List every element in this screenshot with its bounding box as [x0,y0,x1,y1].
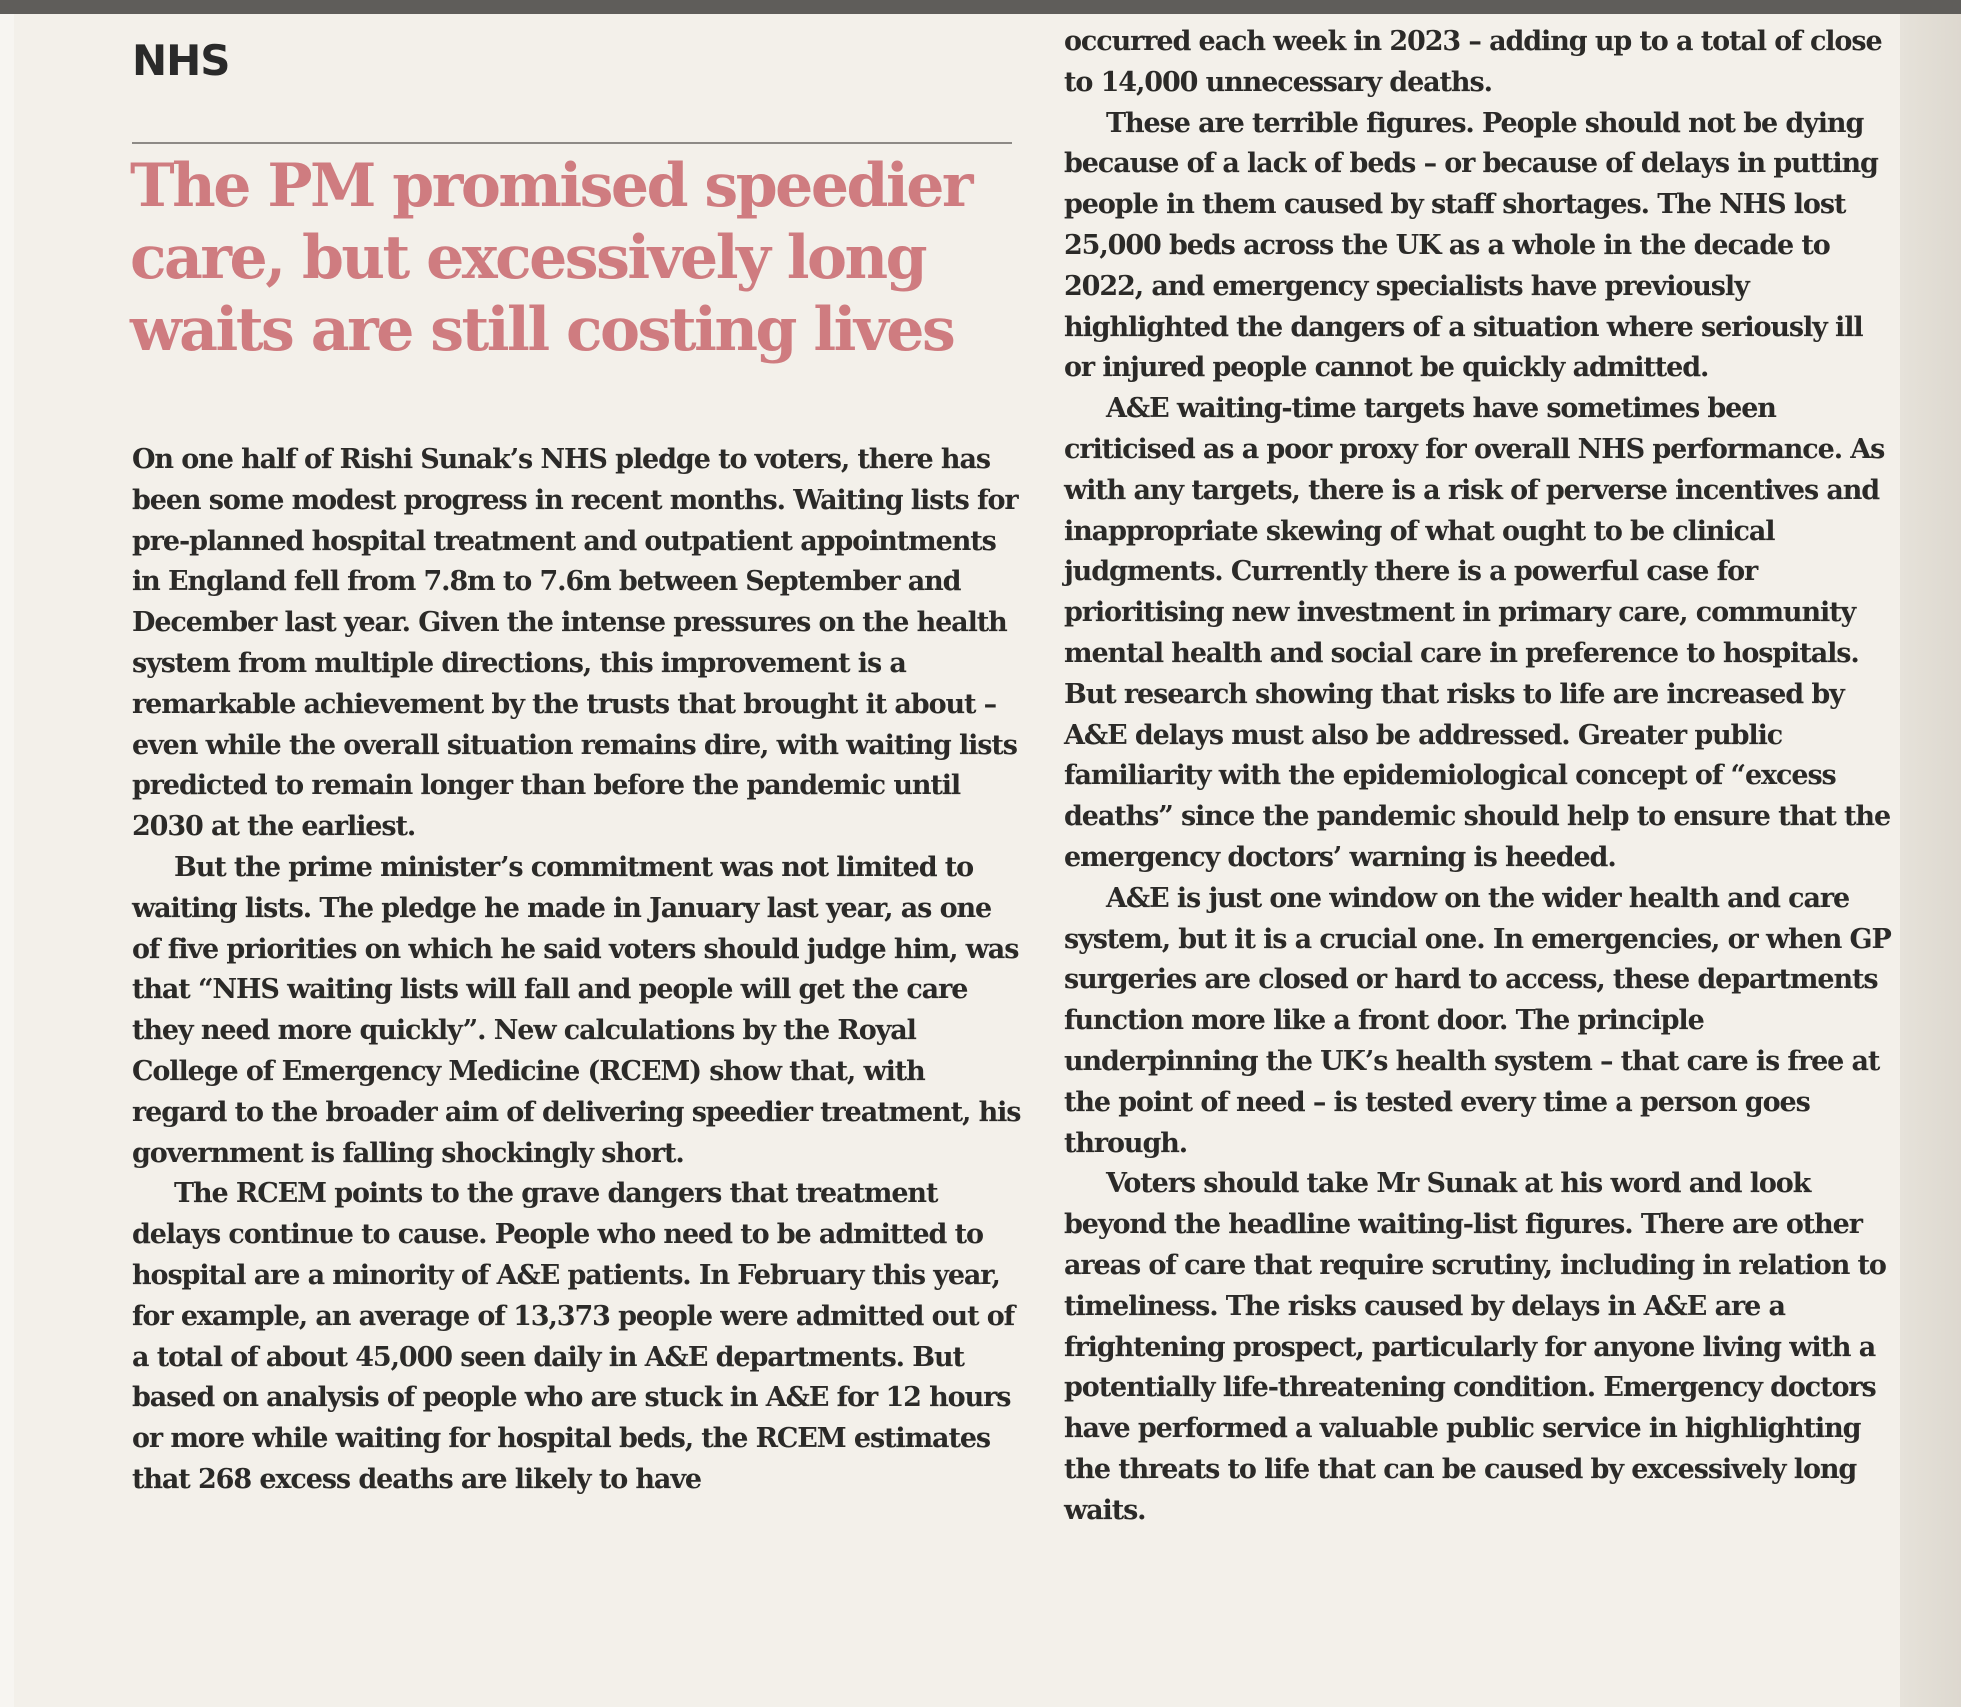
paragraph: The RCEM points to the grave dangers that treatment delays continue to cause. People who need to be admitted to hospital are a minority of A&E patients. In February this year, for example, an average of 13,373 people were admitted out of a total of about 45,000 seen daily in A&E departments. But based on analysis of people who are stuck in A&E for 12 hours or more while waiting for hospital beds, the RCEM estimates that 268 excess deaths are likely to have [132,1178,1015,1495]
paragraph: A&E is just one window on the wider health and care system, but it is a crucial one. In emergencies, or when GP surgeries are closed or hard to access, these departments function more like a front door. The principle underpinning the UK’s health system – that care is free at the point of need – is tested every time a person goes through. [1064,882,1891,1159]
headline: The PM promised speedier care, but excessively long waits are still costing lives [130,151,972,365]
article-column-right [1064,22,1899,1531]
paragraph: Voters should take Mr Sunak at his word and look beyond the headline waiting-list figures. There are other areas of care that require scrutiny, including in relation to timeliness. The risks caused by delays in A&E are a frightening prospect, particularly for anyone living with a potentially life-threatening condition. Emergency doctors have performed a valuable public service in highlighting the threats to life that can be caused by excessively long waits. [1064,1168,1886,1526]
scan-top-border [0,0,1961,14]
paragraph: On one half of Rishi Sunak’s NHS pledge to voters, there has been some modest progress in recent months. Waiting lists for pre-planned hospital treatment and outpatient appointments in England fell from 7.8m to 7.6m between September and December last year. Given the intense pressures on the health system from multiple directions, this improvement is a remarkable achievement by the trusts that brought it about – even while the overall situation remains dire, with waiting lists predicted to remain longer than before the pandemic until 2030 at the earliest. [132,444,1018,843]
paragraph: These are terrible figures. People should not be dying because of a lack of beds – or because of delays in putting people in them caused by staff shortages. The NHS lost 25,000 beds across the UK as a whole in the decade to 2022, and emergency specialists have previously highlighted the dangers of a situation where seriously ill or injured people cannot be quickly admitted. [1064,107,1878,384]
paragraph-continued: occurred each week in 2023 – adding up to a total of close to 14,000 unnecessary deaths. [1064,26,1882,98]
section-label: NHS [132,36,230,85]
scan-left-edge [0,14,14,1707]
adjacent-page-strip [1900,14,1961,1707]
section-rule [132,142,1012,144]
paragraph: But the prime minister’s commitment was not limited to waiting lists. The pledge he made in January last year, as one of five priorities on which he said voters should judge him, was that “NHS waiting lists will fall and people will get the care they need more quickly”. New calculations by the Royal College of Emergency Medicine (RCEM) show that, with regard to the broader aim of delivering speedier treatment, his government is falling shockingly short. [132,851,1021,1169]
article-column-left [132,440,1022,1501]
paragraph: A&E waiting-time targets have sometimes been criticised as a poor proxy for overall NHS performance. As with any targets, there is a risk of perverse incentives and inappropriate skewing of what ought to be clinical judgments. Currently there is a powerful case for prioritising new investment in primary care, community mental health and social care in preference to hospitals. But research showing that risks to life are increased by A&E delays must also be addressed. Greater public familiarity with the epidemiological concept of “excess deaths” since the pandemic should help to ensure that the emergency doctors’ warning is heeded. [1064,393,1891,873]
